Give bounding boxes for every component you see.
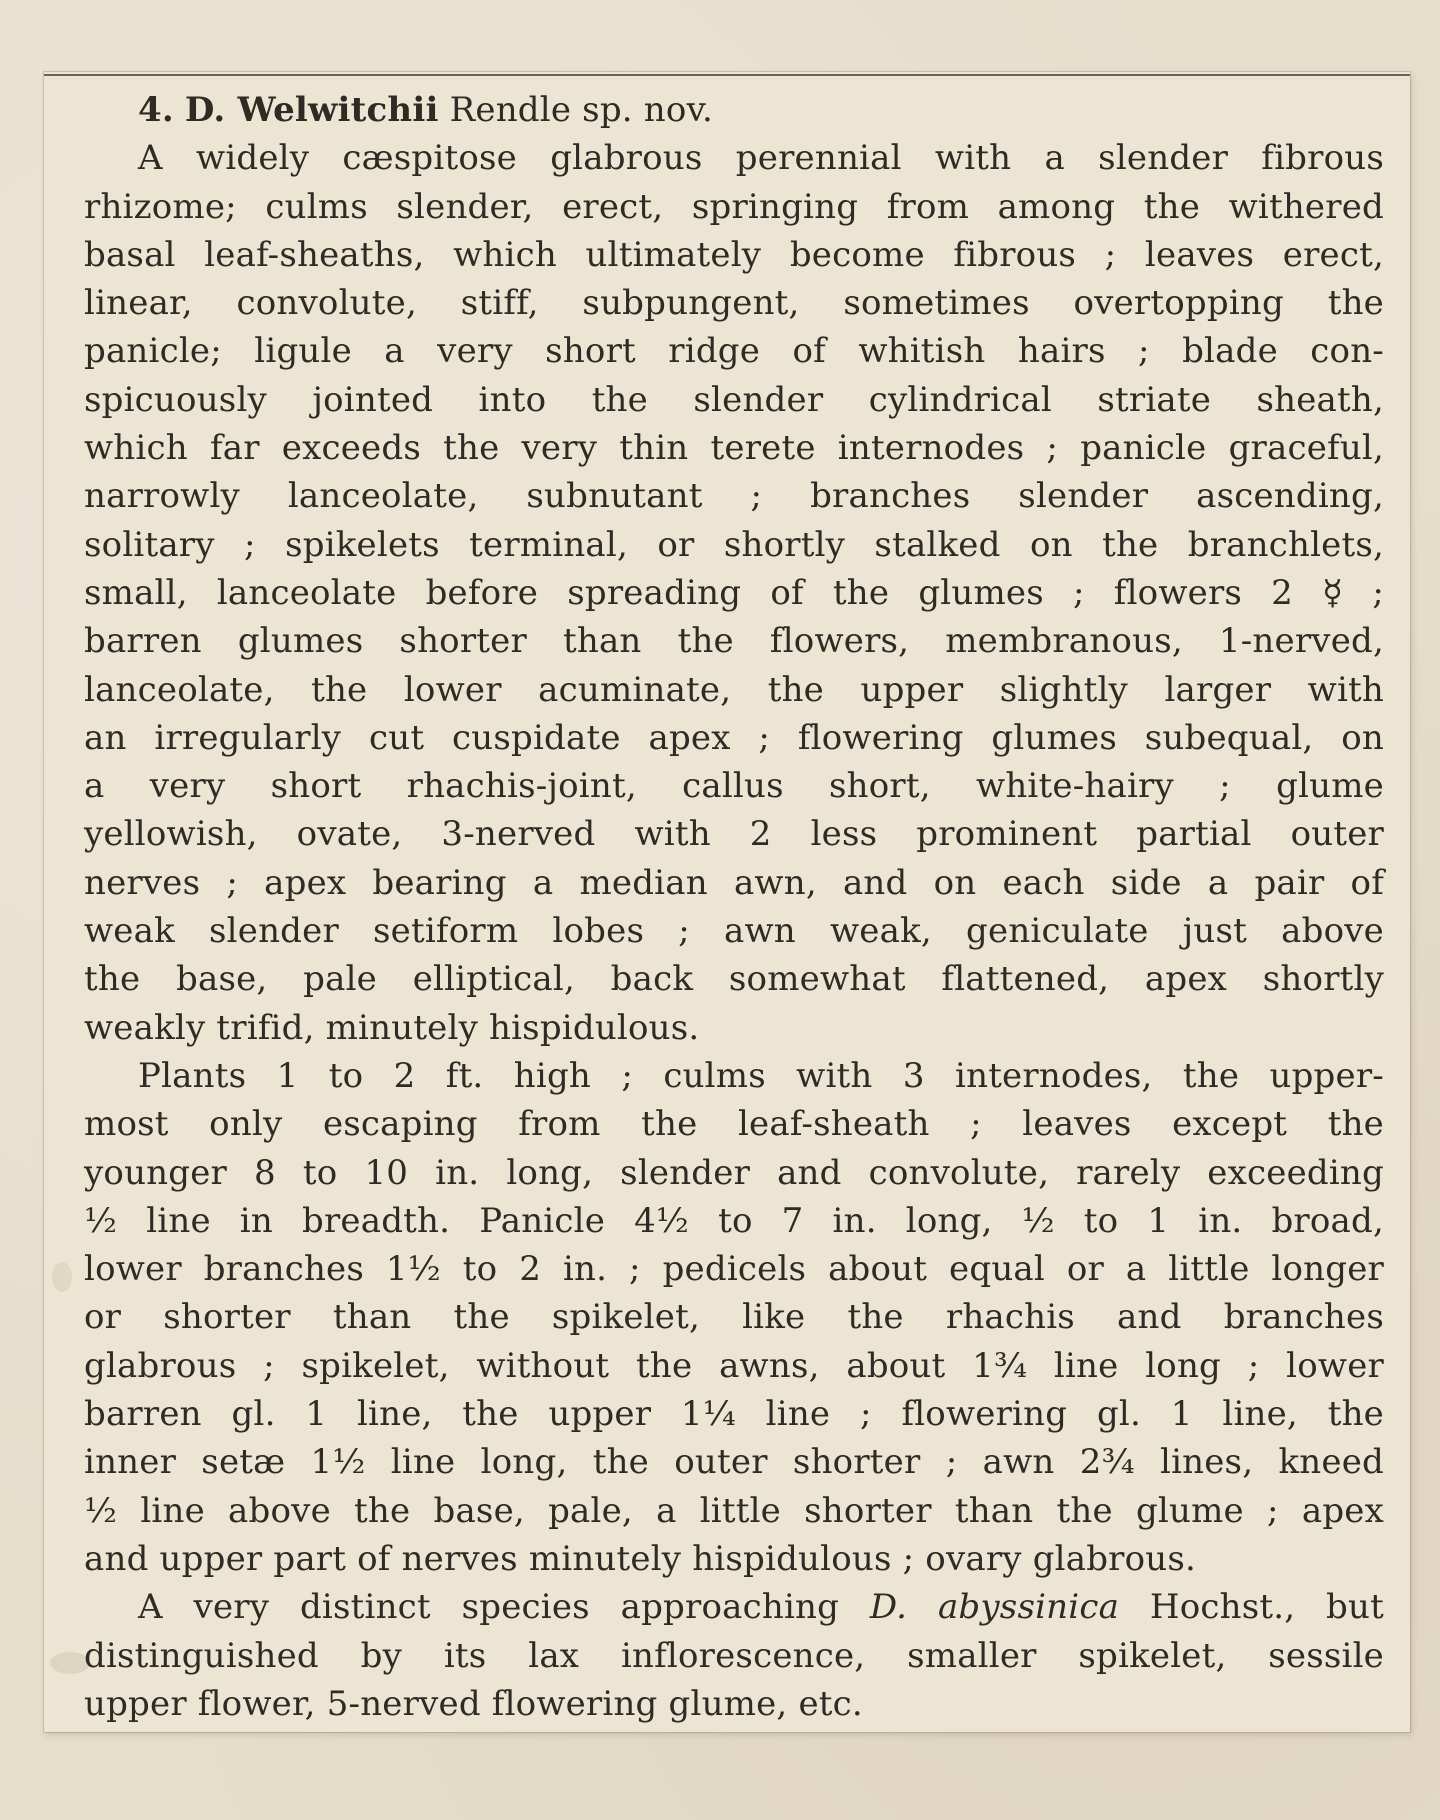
text-line: ½ line in breadth. Panicle 4½ to 7 in. long, ½ to 1 in. broad,	[84, 1200, 1384, 1241]
text-line: upper flower, 5-nerved flowering glume, etc.	[84, 1683, 863, 1724]
remarks-text: A very distinct species approaching	[138, 1587, 870, 1628]
remarks-text: Hochst., but	[1119, 1587, 1384, 1628]
text-line: most only escaping from the leaf-sheath ; leaves except the	[84, 1104, 1384, 1145]
text-line: inner setæ 1½ line long, the outer shorter ; awn 2¾ lines, kneed	[84, 1442, 1384, 1483]
text-line: small, lanceolate before spreading of the glumes ; flowers 2 ☿ ;	[84, 572, 1384, 613]
text-line: basal leaf-sheaths, which ultimately become fibrous ; leaves erect,	[84, 234, 1384, 275]
text-line: barren glumes shorter than the flowers, membranous, 1-nerved,	[84, 621, 1384, 662]
text-line: and upper part of nerves minutely hispidulous ; ovary glabrous.	[84, 1538, 1197, 1579]
text-line: narrowly lanceolate, subnutant ; branches slender ascending,	[84, 476, 1384, 517]
text-line: spicuously jointed into the slender cylindrical striate sheath,	[84, 379, 1384, 420]
text-line: an irregularly cut cuspidate apex ; flowering glumes subequal, on	[84, 717, 1384, 758]
text-line: rhizome; culms slender, erect, springing from among the withered	[84, 186, 1384, 227]
measurements-paragraph	[84, 1052, 1384, 1583]
text-line: younger 8 to 10 in. long, slender and convolute, rarely exceeding	[84, 1152, 1384, 1193]
text-line: or shorter than the spikelet, like the rhachis and branches	[84, 1297, 1384, 1338]
remarks-paragraph	[84, 1583, 1384, 1728]
text-line: lanceolate, the lower acuminate, the upper slightly larger with	[84, 669, 1384, 710]
text-line: yellowish, ovate, 3-nerved with 2 less prominent partial outer	[84, 814, 1384, 855]
text-line: lower branches 1½ to 2 in. ; pedicels about equal or a little longer	[84, 1249, 1384, 1290]
related-species-name: D. abyssinica	[869, 1587, 1120, 1628]
species-description	[84, 86, 1384, 1728]
text-line: panicle; ligule a very short ridge of whitish hairs ; blade con-	[84, 331, 1384, 372]
species-authority: Rendle sp. nov.	[449, 90, 713, 130]
text-line: which far exceeds the very thin terete internodes ; panicle graceful,	[84, 428, 1384, 469]
text-line: barren gl. 1 line, the upper 1¼ line ; flowering gl. 1 line, the	[84, 1394, 1384, 1435]
text-line: ½ line above the base, pale, a little shorter than the glume ; apex	[84, 1490, 1384, 1531]
newspaper-clipping	[44, 72, 1410, 1732]
text-line: weakly trifid, minutely hispidulous.	[84, 1007, 700, 1048]
clipping-top-edge	[44, 74, 1410, 76]
paper-stain	[52, 1262, 72, 1292]
remarks-line	[84, 1583, 1384, 1631]
text-line: distinguished by its lax inflorescence, smaller spikelet, sessile	[84, 1635, 1384, 1676]
text-line: solitary ; spikelets terminal, or shortly stalked on the branchlets,	[84, 524, 1384, 565]
text-line: the base, pale elliptical, back somewhat flattened, apex shortly	[84, 959, 1384, 1000]
species-name: D. Welwitchii	[184, 90, 439, 130]
text-line: weak slender setiform lobes ; awn weak, geniculate just above	[84, 911, 1384, 952]
text-line: a very short rhachis-joint, callus short, white-hairy ; glume	[84, 766, 1384, 807]
description-paragraph	[84, 134, 1384, 1052]
text-line: Plants 1 to 2 ft. high ; culms with 3 internodes, the upper-	[138, 1055, 1384, 1096]
text-line: A widely cæspitose glabrous perennial with a slender fibrous	[138, 138, 1384, 179]
text-line: nerves ; apex bearing a median awn, and on each side a pair of	[84, 862, 1384, 903]
species-number: 4.	[138, 90, 174, 130]
text-line: glabrous ; spikelet, without the awns, about 1¾ line long ; lower	[84, 1345, 1384, 1386]
text-line: linear, convolute, stiff, subpungent, sometimes overtopping the	[84, 283, 1384, 324]
species-heading	[84, 86, 1384, 134]
